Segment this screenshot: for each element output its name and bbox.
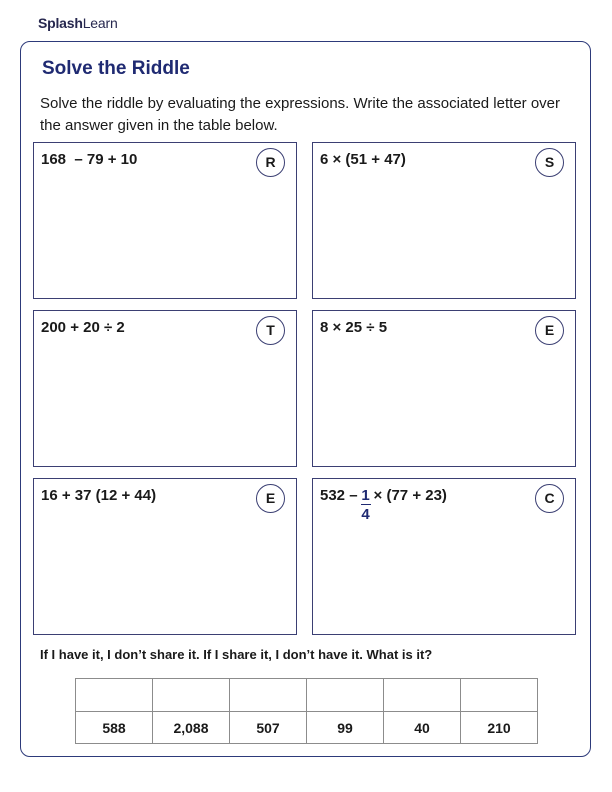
riddle-question: If I have it, I don’t share it. If I share it, I don’t have it. What is it? (40, 647, 433, 662)
expression-card-e (312, 310, 576, 467)
expression-text: 8 × 25 ÷ 5 (320, 319, 388, 336)
answer-table (75, 678, 538, 744)
answer-blank-cell[interactable] (153, 679, 230, 712)
expression-text: 168 – 79 + 10 (41, 151, 138, 168)
answer-value-cell: 507 (230, 712, 307, 744)
expression-text: 6 × (51 + 47) (320, 151, 406, 168)
splashlearn-logo (38, 15, 118, 31)
fraction-numerator: 1 (361, 487, 370, 504)
answer-value-cell: 40 (384, 712, 461, 744)
letter-badge: S (535, 148, 564, 177)
fraction-denominator: 4 (361, 506, 370, 523)
expression-suffix: × (77 + 23) (373, 487, 447, 504)
letter-answer-row (76, 679, 538, 712)
expression-text (320, 487, 447, 523)
expression-card-s (312, 142, 576, 299)
expression-card-c (312, 478, 576, 635)
letter-badge: E (535, 316, 564, 345)
expression-card-r (33, 142, 297, 299)
answer-value-cell: 2,088 (153, 712, 230, 744)
expression-text: 200 + 20 ÷ 2 (41, 319, 125, 336)
answer-blank-cell[interactable] (230, 679, 307, 712)
instructions-text: Solve the riddle by evaluating the expressions. Write the associated letter over the answer given in the table below. (40, 95, 561, 134)
expression-text: 16 + 37 (12 + 44) (41, 487, 157, 504)
logo-bold-text: Splash (38, 15, 83, 31)
answer-blank-cell[interactable] (384, 679, 461, 712)
letter-badge: E (256, 484, 285, 513)
answer-value-cell: 210 (461, 712, 538, 744)
fraction (361, 487, 371, 523)
page-title: Solve the Riddle (42, 58, 190, 79)
answer-value-cell: 588 (76, 712, 153, 744)
letter-badge: R (256, 148, 285, 177)
answer-blank-cell[interactable] (461, 679, 538, 712)
logo-light-text: Learn (82, 15, 118, 31)
expression-card-t (33, 310, 297, 467)
answer-values-row (76, 712, 538, 744)
answer-blank-cell[interactable] (76, 679, 153, 712)
letter-badge: T (256, 316, 285, 345)
letter-badge: C (535, 484, 564, 513)
expression-card-e (33, 478, 297, 635)
expression-prefix: 532 – (320, 487, 358, 504)
answer-blank-cell[interactable] (307, 679, 384, 712)
answer-value-cell: 99 (307, 712, 384, 744)
